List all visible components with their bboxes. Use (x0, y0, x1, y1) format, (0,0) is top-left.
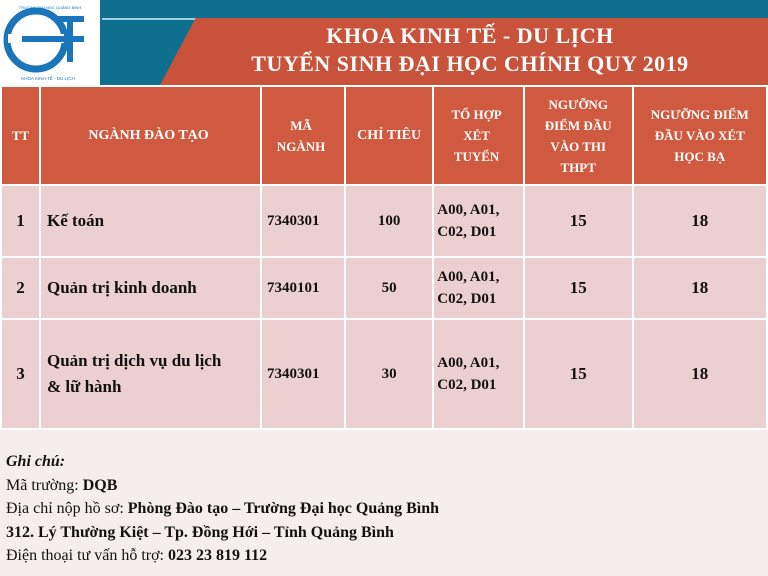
admissions-table (0, 85, 768, 430)
combo-line: A00, A01, (437, 355, 500, 371)
school-code-line (6, 474, 768, 498)
logo-text-bottom: KHOA KINH TẾ - DU LỊCH (21, 76, 75, 81)
address-value: Phòng Đào tạo – Trường Đại học Quảng Bình (127, 500, 440, 517)
phone-number: 023 23 819 112 (168, 547, 268, 564)
header-program: NGÀNH ĐÀO TẠO (40, 86, 261, 185)
header-code (261, 86, 345, 185)
header-thpt-line: ĐIỂM ĐẦU (544, 117, 612, 133)
header-thpt-threshold (524, 86, 633, 185)
header-combination (433, 86, 524, 185)
notes-heading: Ghi chú: (6, 453, 66, 470)
header-transcript-threshold (633, 86, 767, 185)
header-combo-line: TUYỂN (453, 149, 500, 164)
header-hb-line: NGƯỠNG ĐIỂM (650, 107, 749, 122)
table-header-row (1, 86, 767, 185)
header-combo-line: TỔ HỢP (451, 107, 502, 122)
cell-tt: 2 (1, 257, 40, 319)
cell-quota: 100 (345, 185, 433, 257)
cell-program: Quản trị kinh doanh (40, 257, 261, 319)
header-combo-line: XÉT (463, 128, 490, 143)
title-line-1: KHOA KINH TẾ - DU LỊCH (326, 23, 614, 48)
table-row (1, 185, 767, 257)
phone-label: Điện thoại tư vấn hỗ trợ: (6, 547, 168, 564)
address-label: Địa chỉ nộp hồ sơ: (6, 500, 128, 517)
address-line-2 (6, 521, 768, 545)
table-row (1, 257, 767, 319)
logo-emblem-icon (0, 0, 100, 85)
cell-program (40, 319, 261, 429)
faculty-logo (0, 0, 100, 85)
cell-thpt: 15 (524, 319, 633, 429)
program-line: Quản trị dịch vụ du lịch (47, 351, 222, 370)
school-code: DQB (82, 476, 118, 494)
cell-code: 7340101 (261, 257, 345, 319)
logo-text-top: TRƯỜNG ĐẠI HỌC QUẢNG BÌNH (18, 5, 82, 10)
cell-transcript: 18 (633, 257, 767, 319)
cell-tt: 3 (1, 319, 40, 429)
cell-tt: 1 (1, 185, 40, 257)
cell-quota: 30 (345, 319, 433, 429)
header-code-line: NGÀNH (276, 138, 326, 154)
combo-line: A00, A01, (437, 269, 500, 285)
cell-transcript: 18 (633, 185, 767, 257)
cell-transcript: 18 (633, 319, 767, 429)
table-row (1, 319, 767, 429)
header-banner (0, 0, 768, 85)
cell-thpt: 15 (524, 257, 633, 319)
header-tt: TT (1, 86, 40, 185)
combo-line: C02, D01 (437, 291, 497, 307)
combo-line: A00, A01, (437, 202, 500, 218)
cell-thpt: 15 (524, 185, 633, 257)
title-line-2: TUYỂN SINH ĐẠI HỌC CHÍNH QUY 2019 (251, 51, 689, 76)
cell-combination (433, 185, 524, 257)
cell-combination (433, 319, 524, 429)
school-code-label: Mã trường: (6, 476, 83, 494)
phone-line (6, 544, 768, 568)
address-street: 312. Lý Thường Kiệt – Tp. Đồng Hới – Tỉnh Quảng Bình (6, 523, 394, 541)
header-hb-line: ĐẦU VÀO XÉT (654, 128, 745, 143)
cell-code: 7340301 (261, 185, 345, 257)
address-line (6, 497, 768, 521)
combo-line: C02, D01 (437, 224, 497, 240)
cell-combination (433, 257, 524, 319)
header-quota: CHỈ TIÊU (345, 86, 433, 185)
header-code-line: MÃ (290, 117, 312, 133)
notes-section (0, 430, 768, 576)
cell-program: Kế toán (40, 185, 261, 257)
header-hb-line: HỌC BẠ (674, 149, 726, 164)
header-thpt-line: THPT (560, 159, 596, 175)
cell-quota: 50 (345, 257, 433, 319)
header-thpt-line: VÀO THI (550, 138, 607, 154)
cell-code: 7340301 (261, 319, 345, 429)
program-line: & lữ hành (47, 377, 122, 396)
header-thpt-line: NGƯỠNG (548, 96, 608, 112)
combo-line: C02, D01 (437, 377, 497, 393)
page-title (190, 22, 750, 78)
